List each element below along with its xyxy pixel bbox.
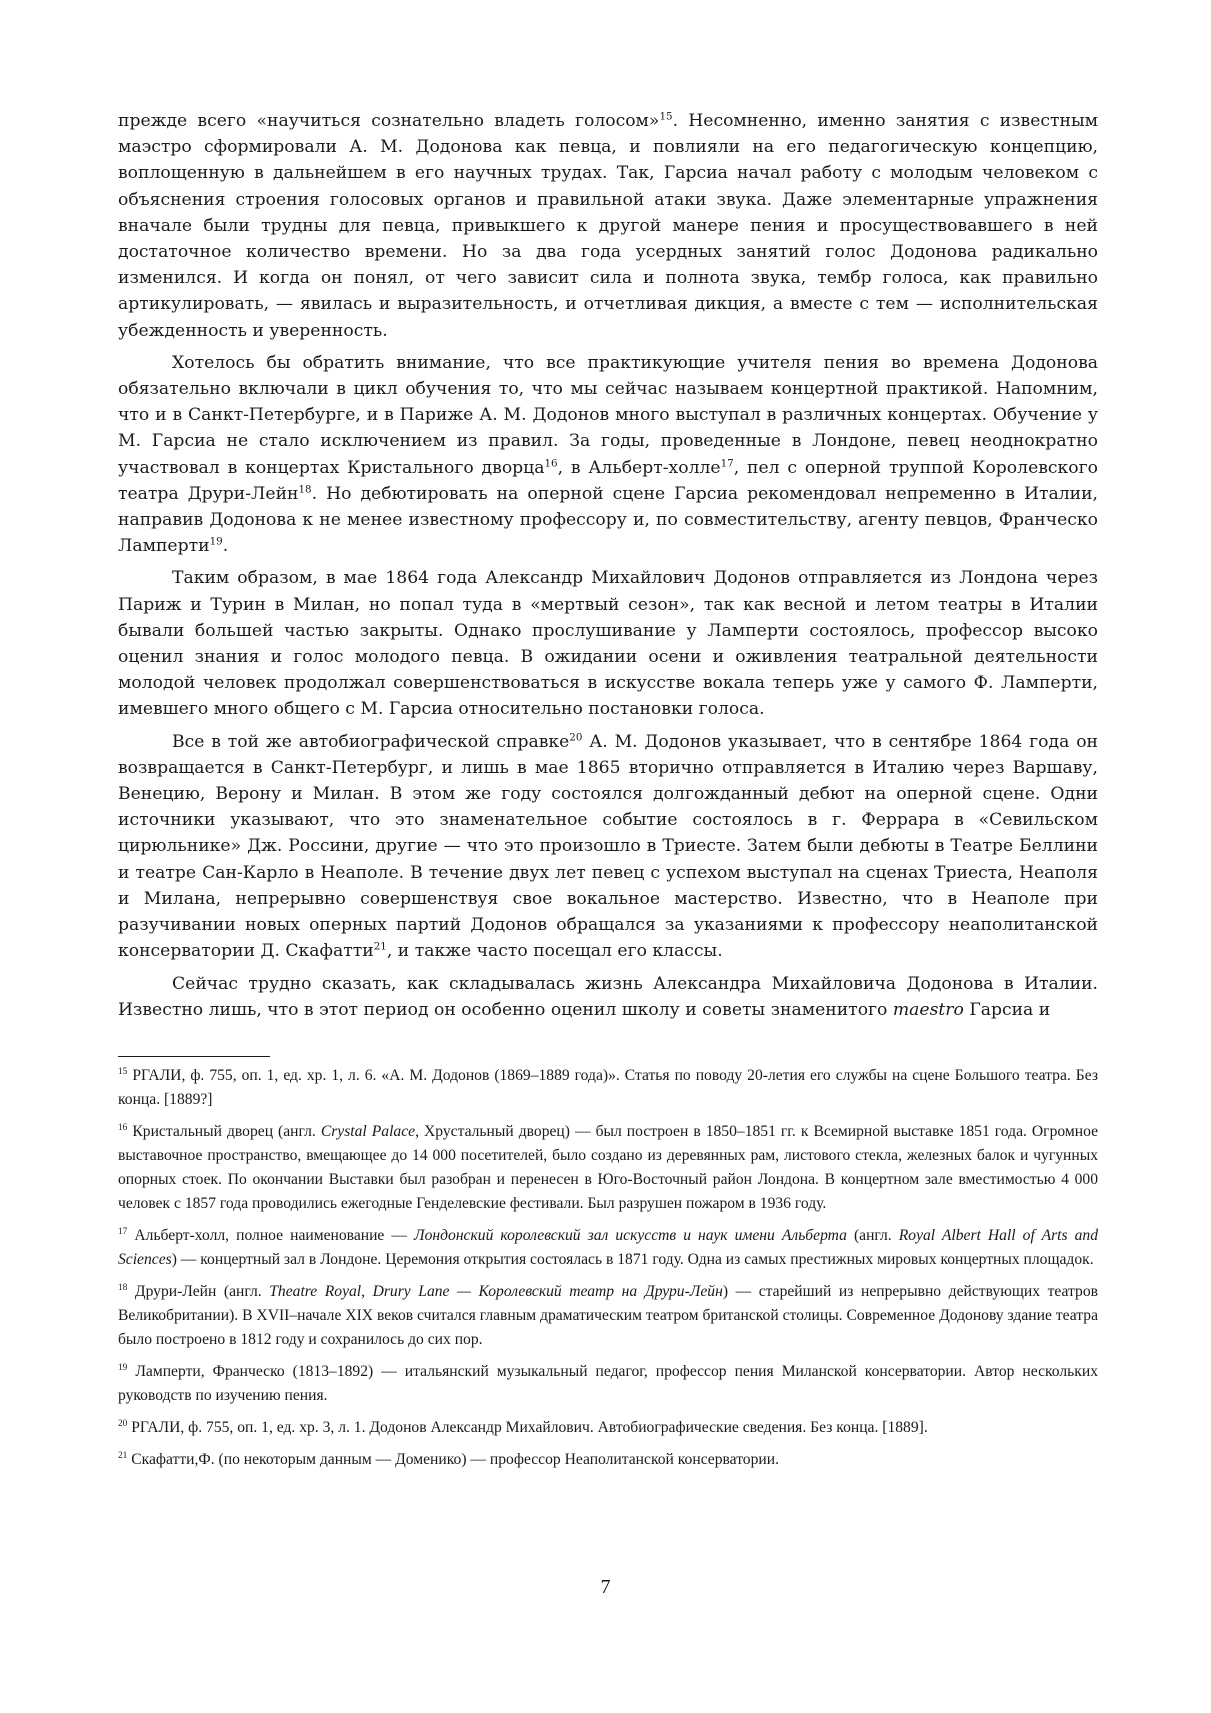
italic-term: maestro (892, 999, 964, 1020)
footnote-separator (118, 1056, 270, 1057)
footnote-16: $^{16}$ Кристальный дворец (англ. Crystal Palace, Хрустальный дворец) — был построен в 1850–1851 гг. к Всемирной выставке 1851 года. Огромное выставочное пространство, вмещающее до 14 000 посетителей, было создано из деревянных рам, листового стекла, железных балок и чугунных опорных стоек. По окончании Выставки был разобран и перенесен в Юго-Восточный район Лондона. В концертном зале вместимостью 4 000 человек с 1857 года проводились ежегодные Генделевские фестивали. Был разрушен пожаром в 1936 году. (118, 1122, 1098, 1212)
page-number: 7 (600, 1576, 611, 1598)
paragraph: Хотелось бы обратить внимание, что все практикующие учителя пения во времена Додонова обязательно включали в цикл обучения то, что мы сейчас называем концертной практикой. Напомним, что и в Санкт-Петербурге, и в Париже А. М. Додонов много выступал в различных концертах. Обучение у М. Гарсиа не стало исключением из правил. За годы, проведенные в Лондоне, певец неоднократно участвовал в концертах Кристального дворца$^{16}$, в Альберт-холле$^{17}$, пел с оперной труппой Королевского театра Друри-Лейн$^{18}$. Но дебютировать на оперной сцене Гарсиа рекомендовал непременно в Италии, направив Додонова к не менее известному профессору и, по совместительству, агенту певцов, Франческо Ламперти$^{19}$. (118, 352, 1098, 557)
paragraph: Таким образом, в мае 1864 года Александр Михайлович Додонов отправляется из Лондона через Париж и Турин в Милан, но попал туда в «мертвый сезон», так как весной и летом театры в Италии бывали большей частью закрыты. Однако прослушивание у Ламперти состоялось, профессор высоко оценил знания и голос молодого певца. В ожидании осени и оживления театральной деятельности молодой человек продолжал совершенствоваться в искусстве вокала теперь уже у самого Ф. Ламперти, имевшего много общего с М. Гарсиа относительно постановки голоса. (118, 568, 1098, 720)
footnote-17: $^{17}$ Альберт-холл, полное наименование — Лондонский королевский зал искусств и наук имени Альберта (англ. Royal Albert Hall of Arts and Sciences) — концертный зал в Лондоне. Церемония открытия состоялась в 1871 году. Одна из самых престижных мировых концертных площадок. (118, 1226, 1099, 1268)
footnote-number: 21 (118, 1450, 128, 1461)
footnote-ref[interactable]: 17 (720, 456, 734, 469)
footnote-19: $^{19}$ Ламперти, Франческо (1813–1892) — итальянский музыкальный педагог, профессор пения Миланской консерватории. Автор нескольких руководств по изучению пения. (118, 1362, 1098, 1404)
footnote-ref[interactable]: 16 (544, 456, 558, 469)
footnote-15: $^{15}$ РГАЛИ, ф. 755, оп. 1, ед. хр. 1, л. 6. «А. М. Додонов (1869–1889 года)». Статья по поводу 20-летия его службы на сцене Большого театра. Без конца. [1889?] (118, 1066, 1098, 1108)
footnotes (118, 1064, 1098, 1472)
paragraph: Все в той же автобиографической справке$^{20}$ А. М. Додонов указывает, что в сентябре 1864 года он возвращается в Санкт-Петербург, и лишь в мае 1865 вторично отправляется в Италию через Варшаву, Венецию, Верону и Милан. В этом же году состоялся долгожданный дебют на оперной сцене. Одни источники указывают, что это знаменательное событие состоялось в г. Феррара в «Севильском цирюльнике» Дж. Россини, другие — что это произошло в Триесте. Затем были дебюты в Театре Беллини и театре Сан-Карло в Неаполе. В течение двух лет певец с успехом выступал на сценах Триеста, Неаполя и Милана, непрерывно совершенствуя свое вокальное мастерство. Известно, что в Неаполе при разучивании новых оперных партий Додонов обращался за указаниями к профессору неаполитанской консерватории Д. Скафатти$^{21}$, и также часто посещал его классы. (118, 730, 1098, 962)
footnote-number: 17 (118, 1226, 128, 1237)
footnote-number: 16 (118, 1122, 128, 1133)
main-text (118, 108, 1098, 1023)
footnote-20: $^{20}$ РГАЛИ, ф. 755, оп. 1, ед. хр. 3, л. 1. Додонов Александр Михайлович. Автобиографические сведения. Без конца. [1889]. (118, 1418, 928, 1436)
footnote-number: 15 (118, 1066, 128, 1077)
footnote-number: 20 (118, 1418, 128, 1429)
paragraph: прежде всего «научиться сознательно владеть голосом»$^{15}$. Несомненно, именно занятия с известным маэстро сформировали А. М. Додонова как певца, и повлияли на его педагогическую концепцию, воплощенную в дальнейшем в его научных трудах. Так, Гарсиа начал работу с молодым человеком с объяснения строения голосовых органов и правильной атаки звука. Даже элементарные упражнения вначале были трудны для певца, привыкшего к другой манере пения и просуществовавшего в ней достаточное количество времени. Но за два года усердных занятий голос Додонова радикально изменился. И когда он понял, от чего зависит сила и полнота звука, тембр голоса, как правильно артикулировать, — явилась и выразительность, и отчетливая дикция, а вместе с тем — исполнительская убежденность и уверенность. (118, 110, 1099, 341)
footnote-number: 18 (118, 1282, 128, 1293)
footnote-ref[interactable]: 18 (298, 483, 312, 496)
footnote-ref[interactable]: 15 (659, 110, 673, 123)
footnote-18: $^{18}$ Друри-Лейн (англ. Theatre Royal, Drury Lane — Королевский театр на Друри-Лейн) — старейший из непрерывно действующих театров Великобритании). В XVII–начале XIX веков считался главным драматическим театром британской столицы. Современное Додонову здание театра было построено в 1812 году и сохранилось до сих пор. (118, 1282, 1098, 1348)
footnote-21: $^{21}$ Скафатти,Ф. (по некоторым данным — Доменико) — профессор Неаполитанской консерватории. (118, 1450, 779, 1468)
paragraph: Сейчас трудно сказать, как складывалась жизнь Александра Михайловича Додонова в Италии. Известно лишь, что в этот период он особенно оценил школу и советы знаменитого maestro Гарсиа и (118, 973, 1098, 1020)
page-content (118, 108, 1098, 1480)
footnote-ref[interactable]: 20 (569, 730, 583, 743)
footnote-ref[interactable]: 19 (209, 535, 223, 548)
footnote-number: 19 (118, 1362, 128, 1373)
footnote-ref[interactable]: 21 (373, 940, 387, 953)
